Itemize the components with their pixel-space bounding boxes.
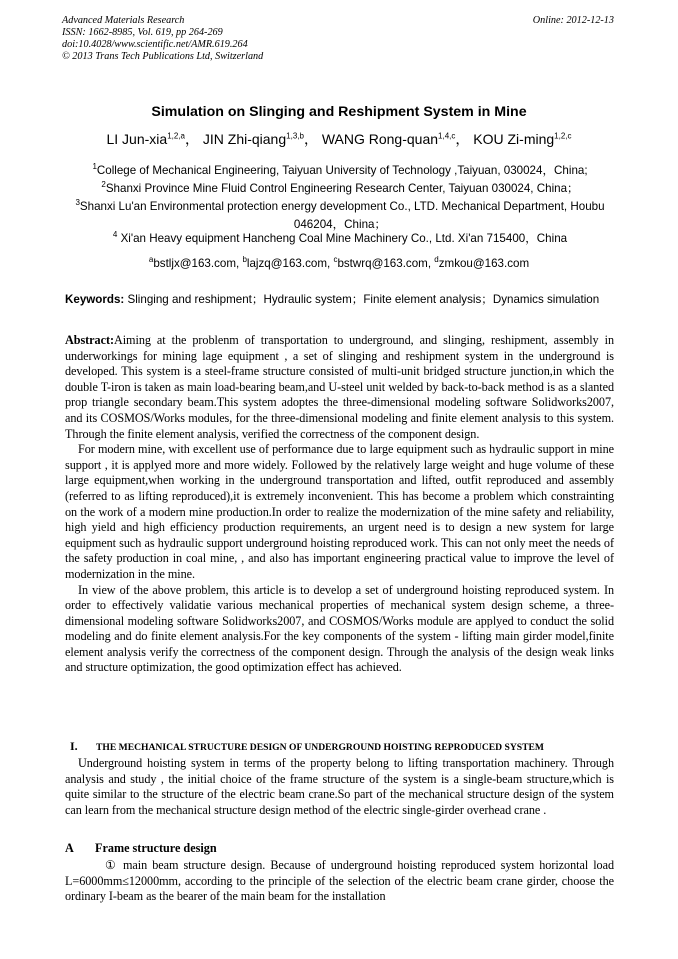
issn-line: ISSN: 1662-8985, Vol. 619, pp 264-269 [62, 27, 223, 38]
affiliation-marker: 2 [101, 180, 106, 190]
copyright-line: © 2013 Trans Tech Publications Ltd, Switzerland [62, 51, 264, 62]
author-name: JIN Zhi-qiang [202, 131, 287, 147]
author-list [0, 129, 678, 149]
doi-line: doi:10.4028/www.scientific.net/AMR.619.264 [62, 39, 248, 50]
abstract [65, 333, 614, 442]
subsection-title: Frame structure design [95, 841, 217, 855]
affiliation [60, 198, 620, 234]
affiliation [60, 162, 620, 180]
body-paragraph: For modern mine, with excellent use of performance due to large equipment such as hydraulic support in mine support , it is applyed more and more widely. Followed by the relatively large weight and huge volume of these large equipment,when working in the underground transportation and lifted, outfit reproduced and assembly (referred to as lifting reproduced),it is extremely inconvenient. This has become a problem which constrainting on the work of a modern mine production.In order to realize the modernization of the mine safety and reliability, high yield and high efficiency production requirements, an urgent need is to design a new system for large equipment such as hydraulic support underground hoisting reproduced work. This can not only meet the needs of the safety production in coal mine, , and also has important engineering practical value to improve the level of modernization in the mine. [65, 442, 614, 581]
affiliation-marker: 1 [92, 162, 97, 172]
author-affil-marker: 1,3,b [286, 131, 304, 141]
email-address: bstwrq@163.com [337, 257, 428, 270]
affiliation [60, 180, 620, 198]
journal-name: Advanced Materials Research [62, 15, 185, 26]
affiliation-marker: 3 [75, 198, 80, 208]
keywords [65, 290, 614, 309]
section-title: THE MECHANICAL STRUCTURE DESIGN OF UNDERGROUND HOISTING REPRODUCED SYSTEM [96, 742, 544, 753]
subsection-body [65, 858, 614, 905]
author-name: KOU Zi-ming [473, 131, 555, 147]
email-marker: b [242, 255, 247, 265]
abstract-label: Abstract: [65, 333, 114, 347]
abstract-text: Aiming at the problenm of transportation to underground, and slinging, reshipment, assembly in underworkings for mining lage equipment , a set of slinging and reshipment system in the underground is developed. This system is a steel-frame structure consisted of multi-unit bridged structure junction,in which the double T-iron is taken as main load-bearing beam,and U-steel unit welded by back-to-back method is as a slanted prop triangle secondary beam.This system adoptes the three-dimensional modeling software Solidworks2007, and its COSMOS/Works modules, for the three-dimensional modeling and finite element analysis to this system. Through the finite element analysis, verified the correctness of the component design. [65, 333, 614, 441]
affiliation-text: Shanxi Lu'an Environmental protection energy development Co., LTD. Mechanical Department, Houbu 046204，China； [79, 200, 605, 231]
author-separator: ， [184, 131, 199, 147]
email-marker: a [148, 255, 154, 265]
author-affil-marker: 1,2,c [554, 131, 572, 141]
online-date: Online: 2012-12-13 [532, 15, 614, 26]
keywords-text: Slinging and reshipment；Hydraulic system；Finite element analysis；Dynamics simulation [124, 293, 600, 306]
subsection-heading [65, 841, 217, 856]
author-name: LI Jun-xia [106, 131, 168, 147]
paper-title: Simulation on Slinging and Reshipment System in Mine [151, 104, 527, 120]
abstract-and-intro [65, 333, 614, 676]
email-marker: c [333, 255, 338, 265]
section-number: I. [70, 739, 78, 753]
author-separator: ， [303, 131, 318, 147]
subsection-number: A [65, 841, 74, 855]
email-address: lajzq@163.com [246, 257, 327, 270]
affiliation-text: Xi'an Heavy equipment Hancheng Coal Mine Machinery Co., Ltd. Xi'an 715400，China [117, 232, 568, 245]
affiliation [60, 230, 620, 248]
body-paragraph: In view of the above problem, this article is to develop a set of underground hoisting reproduced system. In order to effectively validatie various mechanical properties of mechanical system design scheme, a three-dimensional modeling software Solidworks2007, and COSMOS/Works module are applyed to conduct the solid modeling and do finite element analysis.For the key components of the system - lifting main girder model,finite element analysis verify the correctness of the component design. Through the analysis of the design weak links and structure optimization, the good optimization effect has achieved. [65, 582, 614, 675]
author-name: WANG Rong-quan [321, 131, 439, 147]
email-list: $^a$bstljx@163.com, $^b$lajzq@163.com, $^c$bstwrq@163.com, $^d$zmkou@163.com [148, 255, 530, 270]
email-address: bstljx@163.com [153, 257, 236, 270]
keywords-label: Keywords: [65, 293, 125, 306]
body-paragraph: ① main beam structure design. Because of underground hoisting reproduced system horizontal load L=6000mm≤12000mm, according to the principle of the selection of the electric beam crane girder, choose the ordinary I-beam as the bearer of the main beam for the installation [65, 858, 614, 904]
affiliation-text: College of Mechanical Engineering, Taiyuan University of Technology ,Taiyuan, 030024，China; [96, 164, 588, 177]
section-body [65, 756, 614, 818]
author-affil-marker: 1,2,a [167, 131, 185, 141]
journal-header [62, 15, 263, 63]
email-marker: d [434, 255, 439, 265]
affiliation-marker: 4 [112, 230, 118, 240]
affiliation-text: Shanxi Province Mine Fluid Control Engineering Research Center, Taiyuan 030024, China； [105, 182, 579, 195]
body-paragraph: Underground hoisting system in terms of the property belong to lifting transportation machinery. Through analysis and study , the initial choice of the frame structure of the system is a single-beam structure,which is quite similar to the structure of the electric beam crane.So part of the mechanical structure design of the system can learn from the mechanical structure design method of the electric single-girder overhead crane . [65, 756, 614, 817]
author-separator: ， [455, 131, 470, 147]
author-affil-marker: 1,4,c [438, 131, 456, 141]
section-heading [70, 739, 544, 754]
email-address: zmkou@163.com [438, 257, 530, 270]
